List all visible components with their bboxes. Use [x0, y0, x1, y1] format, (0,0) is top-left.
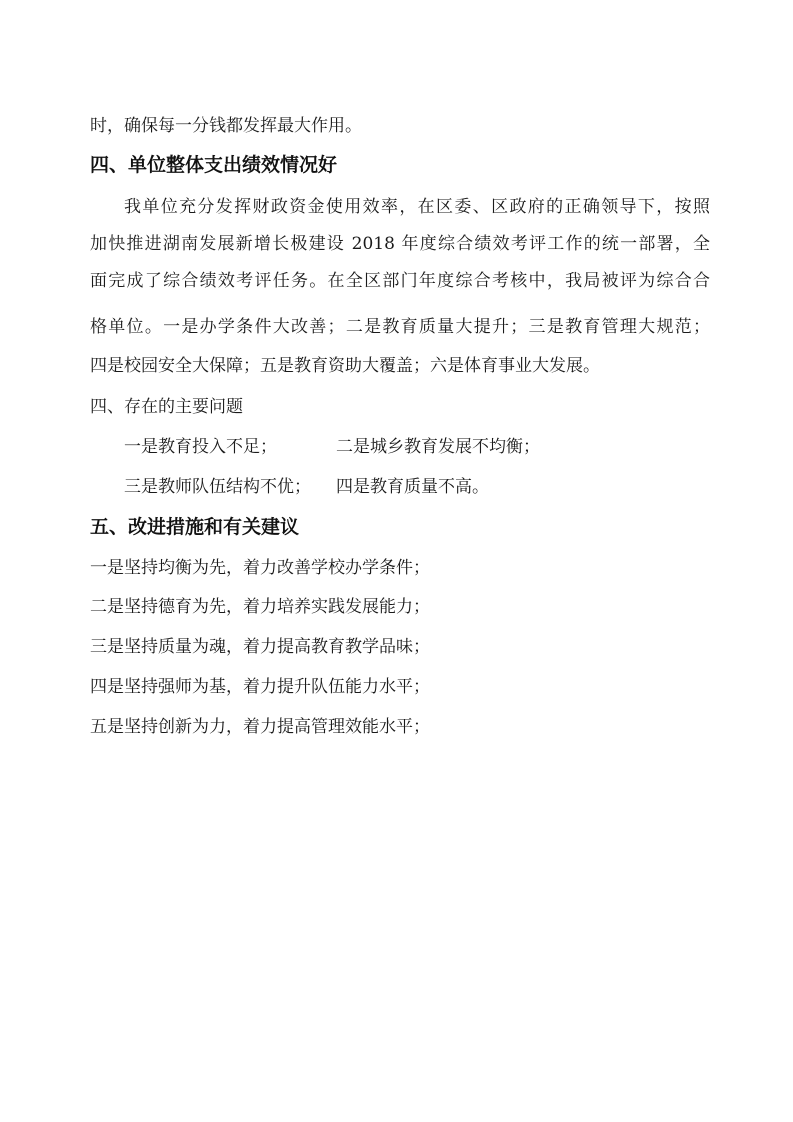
paragraph-line: 格单位。一是办学条件大改善；二是教育质量大提升；三是教育管理大规范；: [90, 317, 710, 337]
problem-item: 一是教育投入不足；: [124, 437, 277, 457]
section-heading-improvement-measures: 五、改进措施和有关建议: [90, 516, 300, 538]
problem-item: 四是教育质量不高。: [336, 477, 489, 497]
problem-item: 二是城乡教育发展不均衡；: [336, 437, 540, 457]
paragraph-line: 四是校园安全大保障；五是教育资助大覆盖；六是体育事业大发展。: [90, 356, 600, 376]
paragraph-line: 面完成了综合绩效考评任务。在全区部门年度综合考核中，我局被评为综合合: [90, 271, 710, 291]
measure-item: 三是坚持质量为魂，着力提高教育教学品味；: [90, 637, 430, 657]
problems-heading: 四、存在的主要问题: [90, 397, 243, 417]
section-heading-overall-performance: 四、单位整体支出绩效情况好: [90, 154, 338, 176]
measure-item: 二是坚持德育为先，着力培养实践发展能力；: [90, 597, 430, 617]
continuation-line: 时，确保每一分钱都发挥最大作用。: [90, 116, 362, 136]
paragraph-line: 加快推进湖南发展新增长极建设 2018 年度综合绩效考评工作的统一部署，全: [90, 234, 710, 254]
measure-item: 五是坚持创新为力，着力提高管理效能水平；: [90, 717, 430, 737]
paragraph-line: 我单位充分发挥财政资金使用效率，在区委、区政府的正确领导下，按照: [124, 197, 710, 217]
measure-item: 四是坚持强师为基，着力提升队伍能力水平；: [90, 677, 430, 697]
measure-item: 一是坚持均衡为先，着力改善学校办学条件；: [90, 558, 430, 578]
problem-item: 三是教师队伍结构不优；: [124, 477, 311, 497]
